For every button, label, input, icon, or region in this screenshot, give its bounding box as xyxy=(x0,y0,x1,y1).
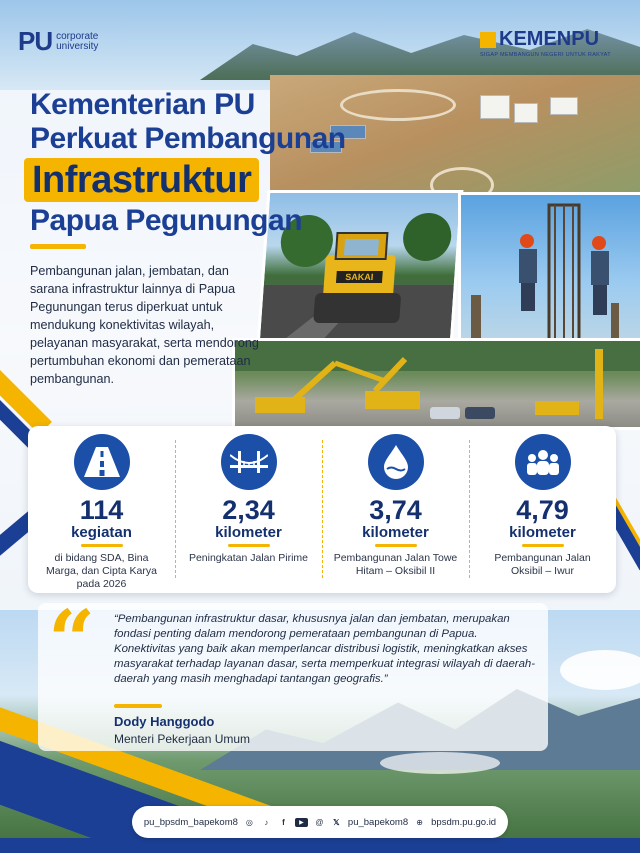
roller-label: SAKAI xyxy=(345,272,374,282)
threads-icon[interactable]: @ xyxy=(315,817,324,827)
stat-towe-hitam xyxy=(322,426,469,593)
globe-icon[interactable]: ⊕ xyxy=(416,817,423,827)
stat-unit: kilometer xyxy=(362,524,429,541)
excavators-photo xyxy=(232,338,640,430)
quote-underline xyxy=(114,704,162,708)
stat-underline xyxy=(522,544,564,547)
logo-text-corporate: corporate xyxy=(56,30,99,42)
title-highlight: Infrastruktur xyxy=(24,158,259,202)
stats-panel xyxy=(28,426,616,593)
stat-value: 114 xyxy=(79,495,124,525)
instagram-icon[interactable]: ◎ xyxy=(245,817,253,827)
title-underline xyxy=(30,244,86,249)
pu-corporate-university-logo xyxy=(18,26,98,57)
stat-note: Pembangunan Jalan Oksibil – Iwur xyxy=(494,552,591,577)
stat-pirime xyxy=(175,426,322,593)
social-handle[interactable]: pu_bpsdm_bapekom8 xyxy=(143,816,238,828)
footer-band xyxy=(0,838,640,853)
stat-note: Pembangunan Jalan Towe Hitam – Oksibil II xyxy=(333,552,458,577)
kemenpu-emblem-icon xyxy=(480,32,496,48)
page-title xyxy=(30,88,350,238)
quote-author-role: Menteri Pekerjaan Umum xyxy=(114,732,251,746)
quote-author-name: Dody Hanggodo xyxy=(114,714,215,729)
logo-text-university: university xyxy=(56,40,99,52)
stat-unit: kilometer xyxy=(215,524,282,541)
title-line-4: Papua Pegunungan xyxy=(30,204,303,237)
stat-underline xyxy=(81,544,123,547)
website-link[interactable]: bpsdm.pu.go.id xyxy=(431,816,497,828)
kemenpu-name: KEMENPU xyxy=(499,28,600,50)
stat-note: Peningkatan Jalan Pirime xyxy=(188,552,309,564)
stat-value: 3,74 xyxy=(369,495,422,525)
quote-text: “Pembangunan infrastruktur dasar, khususnya jalan dan jembatan, merupakan fondasi penting dalam mendorong pemerataan pembangunan di Papua. Konektivitas yang baik akan memperlancar distribusi logistik, meningkatkan akses masyarakat terhadap layanan dasar, serta memperkuat integrasi wilayah di daerah-daerah yang masih menghadapi tantangan geografis.” xyxy=(114,613,536,685)
x-icon[interactable]: 𝕏 xyxy=(333,817,340,827)
pu-logo-mark: PU xyxy=(18,26,53,56)
water-drop-icon xyxy=(368,434,424,490)
x-handle[interactable]: pu_bapekom8 xyxy=(347,816,409,828)
kemenpu-logo xyxy=(480,28,611,58)
facebook-icon[interactable]: f xyxy=(282,817,285,827)
bridge-icon xyxy=(221,434,277,490)
description-text: Pembangunan jalan, jembatan, dan sarana infrastruktur lainnya di Papua Pegunungan terus diperkuat untuk mendukung konektivitas wilayah, pelayanan masyarakat, serta mendorong pertumbuhan ekonomi dan pemerataan pembangunan. xyxy=(30,264,259,386)
footer-bar xyxy=(132,806,508,838)
youtube-icon[interactable]: ▶ xyxy=(295,818,308,827)
stat-value: 2,34 xyxy=(222,495,275,525)
stat-unit: kilometer xyxy=(509,524,576,541)
stat-oksibil-iwur xyxy=(469,426,616,593)
stat-underline xyxy=(375,544,417,547)
workers-rebar-photo xyxy=(458,192,640,346)
title-line-1: Kementerian PU xyxy=(30,88,255,121)
kemenpu-tagline: SIGAP MEMBANGUN NEGERI UNTUK RAKYAT xyxy=(480,52,611,58)
community-icon xyxy=(515,434,571,490)
stat-activities xyxy=(28,426,175,593)
quote-mark-icon: “ xyxy=(48,593,96,689)
stat-underline xyxy=(228,544,270,547)
title-line-2: Perkuat Pembangunan xyxy=(30,122,346,155)
stat-note: di bidang SDA, Bina Marga, dan Cipta Karya pada 2026 xyxy=(46,552,157,590)
stat-value: 4,79 xyxy=(516,495,569,525)
tiktok-icon[interactable]: ♪ xyxy=(264,817,269,827)
stat-unit: kegiatan xyxy=(71,524,132,541)
road-icon xyxy=(74,434,130,490)
